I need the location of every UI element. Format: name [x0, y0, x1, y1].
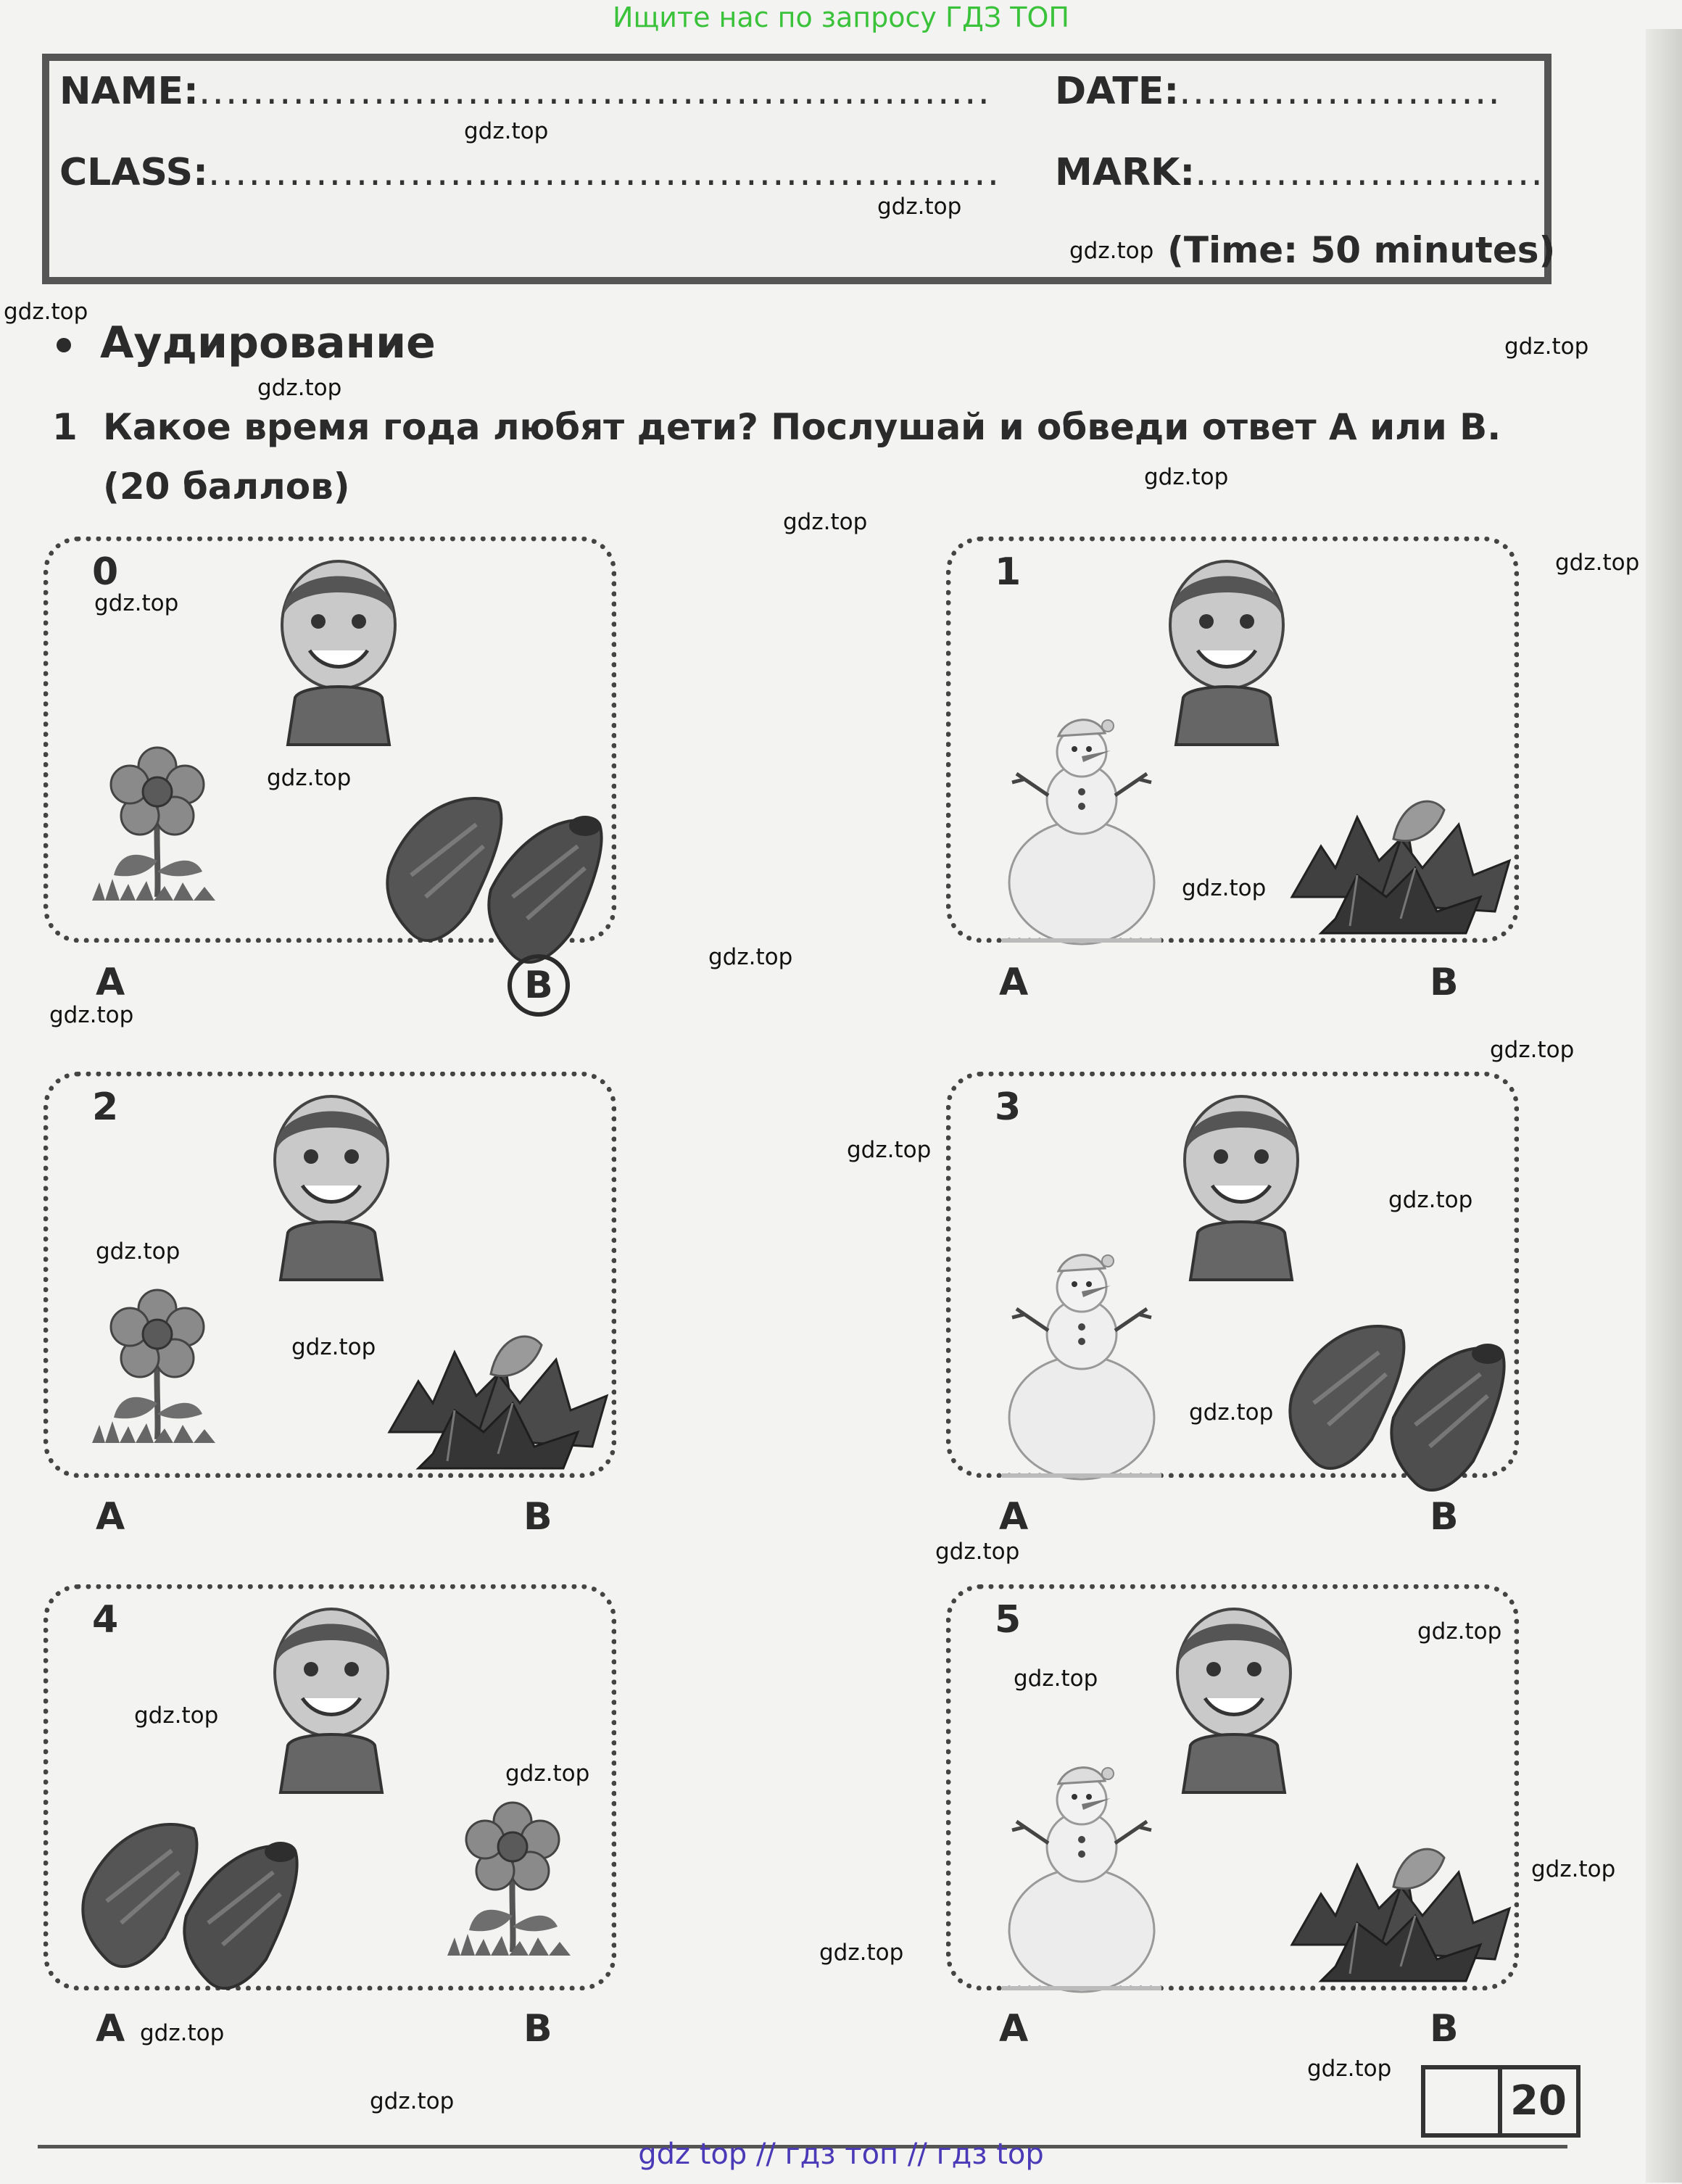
- watermark: gdz.top: [134, 1703, 219, 1729]
- panel-2-option-b[interactable]: B: [523, 1495, 552, 1539]
- mark-row: [1055, 151, 1544, 194]
- mark-label: MARK:: [1055, 151, 1196, 194]
- bullet-icon: [57, 338, 71, 352]
- panel-1-option-a[interactable]: A: [999, 961, 1029, 1004]
- watermark: gdz.top: [267, 765, 352, 791]
- flippers-icon: [382, 781, 607, 977]
- watermark: gdz.top: [94, 590, 179, 616]
- panel-number: 5: [995, 1598, 1022, 1642]
- watermark: gdz.top: [708, 944, 793, 970]
- watermark: gdz.top: [935, 1539, 1020, 1565]
- watermark: gdz.top: [140, 2020, 225, 2046]
- time-limit: (Time: 50 minutes): [1167, 229, 1556, 271]
- panel-5-option-b[interactable]: B: [1430, 2007, 1459, 2051]
- task-line-2: (20 баллов): [103, 466, 350, 508]
- watermark: gdz.top: [877, 194, 962, 220]
- panel-0-option-b-circled[interactable]: B: [508, 954, 570, 1017]
- child-portrait-icon: [259, 1604, 418, 1807]
- watermark: gdz.top: [1014, 1666, 1098, 1692]
- child-portrait-icon: [266, 556, 426, 759]
- name-label: NAME:: [59, 70, 199, 113]
- flower-icon: [114, 752, 215, 911]
- watermark: gdz.top: [1490, 1037, 1575, 1063]
- child-portrait-icon: [1154, 556, 1314, 759]
- watermark: gdz.top: [783, 509, 868, 535]
- top-banner[interactable]: Ищите нас по запросу ГДЗ ТОП: [613, 1, 1069, 33]
- panel-4-option-b[interactable]: B: [523, 2007, 552, 2051]
- date-row: [1055, 70, 1501, 113]
- date-field[interactable]: ........................: [1179, 70, 1501, 113]
- panel-4-option-a[interactable]: A: [96, 2007, 125, 2051]
- watermark: gdz.top: [49, 1002, 134, 1028]
- snowman-icon: [1002, 1771, 1161, 1988]
- panel-2-option-a[interactable]: A: [96, 1495, 125, 1539]
- child-portrait-icon: [1169, 1091, 1328, 1294]
- watermark: gdz.top: [1555, 550, 1640, 576]
- watermark: gdz.top: [370, 2088, 455, 2114]
- panel-5: [946, 1584, 1519, 1990]
- panel-number: 4: [92, 1598, 119, 1642]
- class-label: CLASS:: [59, 151, 208, 194]
- name-row: [59, 70, 991, 113]
- watermark: gdz.top: [1189, 1399, 1274, 1426]
- panel-number: 3: [995, 1085, 1022, 1129]
- watermark: gdz.top: [96, 1238, 181, 1265]
- panel-3-option-a[interactable]: A: [999, 1495, 1029, 1539]
- panel-number: 2: [92, 1085, 119, 1129]
- watermark: gdz.top: [4, 299, 88, 325]
- watermark: gdz.top: [291, 1334, 376, 1360]
- panel-0-option-a[interactable]: A: [96, 961, 125, 1004]
- panel-2: [44, 1072, 616, 1478]
- task-line-1: Какое время года любят дети? Послушай и обведи ответ А или В.: [103, 406, 1501, 448]
- flippers-icon: [78, 1807, 302, 2003]
- task-number: 1: [52, 406, 78, 448]
- score-box: [1421, 2065, 1580, 2138]
- name-field[interactable]: ...........................................................: [198, 70, 992, 113]
- panel-5-option-a[interactable]: A: [999, 2007, 1029, 2051]
- watermark: gdz.top: [1144, 464, 1229, 490]
- score-input[interactable]: [1425, 2069, 1502, 2133]
- child-portrait-icon: [1161, 1604, 1321, 1807]
- section-title: [57, 318, 436, 368]
- watermark: gdz.top: [1531, 1856, 1616, 1882]
- snowman-icon: [1002, 1258, 1161, 1476]
- autumn-leaves-icon: [1292, 788, 1509, 933]
- section-title-text: Аудирование: [100, 318, 436, 368]
- panel-4: [44, 1584, 616, 1990]
- mark-field[interactable]: ..........................: [1195, 151, 1544, 194]
- child-portrait-icon: [259, 1091, 418, 1294]
- snowman-icon: [1002, 723, 1161, 940]
- watermark: gdz.top: [1182, 875, 1267, 901]
- max-score: 20: [1510, 2077, 1567, 2125]
- panel-number: 1: [995, 550, 1022, 594]
- autumn-leaves-icon: [389, 1323, 607, 1468]
- panel-3-option-b[interactable]: B: [1430, 1495, 1459, 1539]
- watermark: gdz.top: [1388, 1187, 1473, 1213]
- flower-icon: [469, 1807, 571, 1966]
- flower-icon: [114, 1294, 215, 1454]
- watermark: gdz.top: [505, 1761, 590, 1787]
- watermark: gdz.top: [1417, 1618, 1502, 1645]
- watermark: gdz.top: [1069, 238, 1154, 264]
- watermark: gdz.top: [464, 118, 549, 144]
- watermark: gdz.top: [1307, 2056, 1392, 2082]
- watermark: gdz.top: [847, 1137, 932, 1163]
- class-row: [59, 151, 1000, 194]
- class-field[interactable]: ...........................................................: [207, 151, 1001, 194]
- panel-1-option-b[interactable]: B: [1430, 961, 1459, 1004]
- watermark: gdz.top: [819, 1940, 904, 1966]
- watermark: gdz.top: [257, 375, 342, 401]
- autumn-leaves-icon: [1292, 1836, 1509, 1981]
- flippers-icon: [1285, 1309, 1509, 1505]
- watermark: gdz.top: [1504, 334, 1589, 360]
- panel-number: 0: [92, 550, 119, 594]
- date-label: DATE:: [1055, 70, 1180, 113]
- bottom-banner[interactable]: gdz top // гдз топ // гдз top: [638, 2138, 1044, 2171]
- task-instruction: [52, 397, 1501, 516]
- page-edge-shadow: [1646, 29, 1682, 2183]
